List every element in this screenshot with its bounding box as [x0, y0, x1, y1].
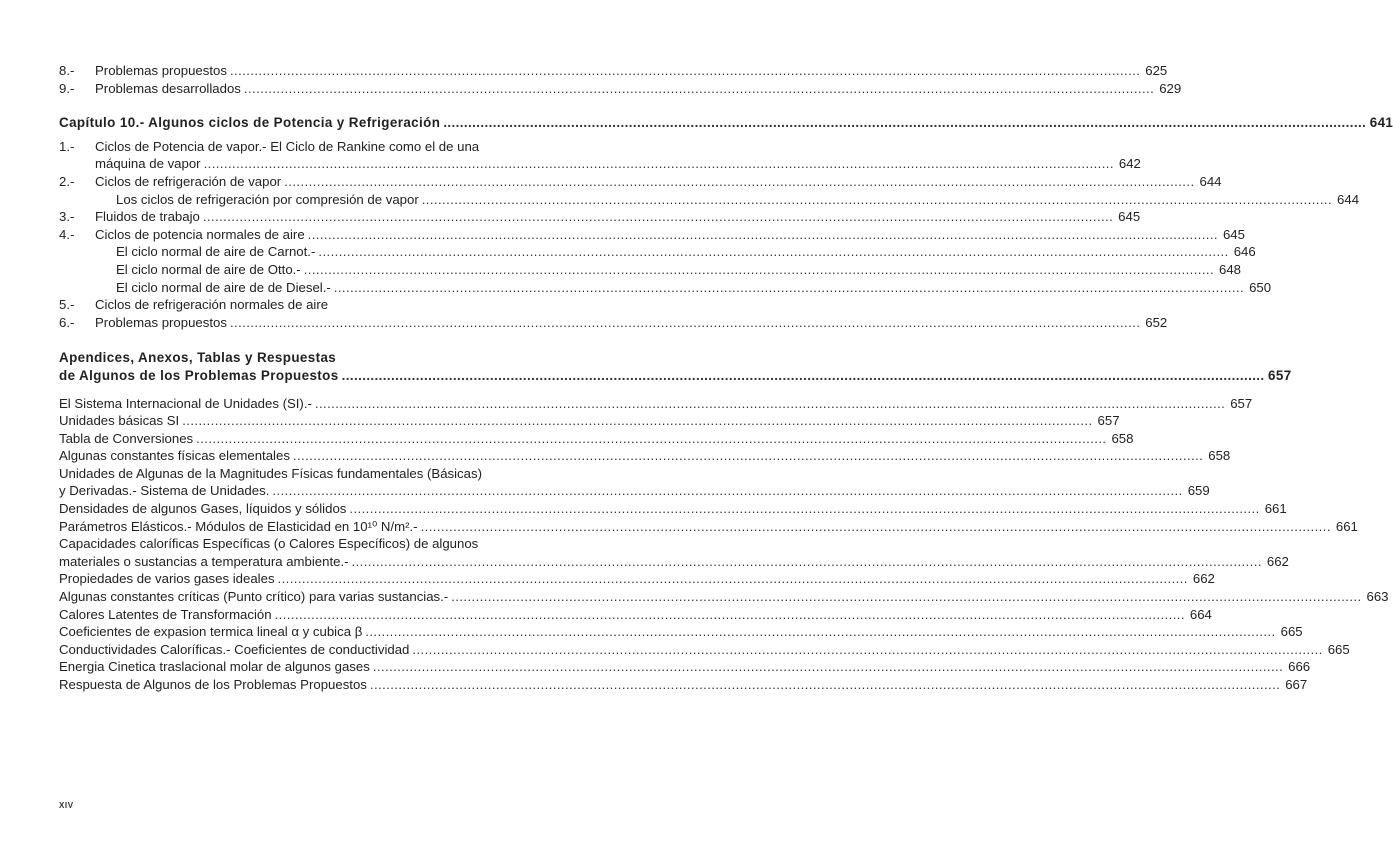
chapter-10-heading	[59, 114, 1393, 132]
toc-entry	[59, 658, 1311, 676]
toc-entry	[59, 606, 1212, 624]
toc-entry-page: 662	[1266, 553, 1289, 569]
toc-entry-page: 645	[1118, 209, 1141, 225]
toc-entry-page: 666	[1288, 659, 1311, 675]
toc-entry	[59, 243, 1256, 261]
toc-entry-page: 650	[1249, 279, 1272, 295]
toc-entry-text: Calores Latentes de Transformación	[59, 606, 272, 622]
toc-entry-text: Tabla de Conversiones	[59, 430, 194, 446]
toc-entry-text: Fluidos de trabajo	[95, 209, 200, 225]
toc-entry	[59, 226, 1245, 244]
toc-entry-text: Algunas constantes físicas elementales	[59, 448, 290, 464]
toc-entry	[59, 465, 575, 483]
toc-entry-number: 2.-	[59, 173, 75, 189]
toc-entry-page: 665	[1327, 641, 1350, 657]
toc-entry-page: 661	[1335, 518, 1358, 534]
toc-entry-page: 663	[1366, 589, 1389, 605]
toc-entry	[59, 155, 1141, 173]
entries-top	[59, 62, 1182, 97]
toc-entry	[59, 173, 1222, 191]
chapter-page: 641	[1369, 115, 1393, 131]
toc-entry-text: Ciclos de refrigeración de vapor	[95, 173, 282, 189]
toc-entry-text: El Sistema Internacional de Unidades (SI).-	[59, 395, 312, 411]
toc-entry-page: 661	[1264, 501, 1287, 517]
toc-entry-text: Ciclos de potencia normales de aire	[95, 226, 305, 242]
toc-entry-number: 6.-	[59, 314, 75, 330]
page-number-footer: XIV	[59, 801, 74, 810]
toc-entry	[59, 62, 1168, 80]
toc-entry	[59, 482, 1210, 500]
toc-entry	[59, 314, 1168, 332]
toc-entry	[59, 296, 575, 314]
table-of-contents	[59, 62, 1393, 694]
toc-entry	[59, 191, 1360, 209]
toc-entry-text: Algunas constantes críticas (Punto crítico) para varias sustancias.-	[59, 589, 449, 605]
toc-entry-number: 5.-	[59, 297, 75, 313]
toc-entry	[59, 535, 575, 553]
toc-entry-text: Ciclos de refrigeración normales de aire	[95, 297, 329, 313]
toc-entry	[59, 623, 1303, 641]
toc-entry	[59, 676, 1308, 694]
toc-entry-text: Problemas propuestos	[95, 314, 227, 330]
toc-entry-page: 629	[1159, 80, 1182, 96]
toc-entry-page: 665	[1280, 624, 1303, 640]
toc-entry	[59, 430, 1134, 448]
toc-entry-text: Unidades de Algunas de la Magnitudes Físicas fundamentales (Básicas)	[59, 465, 482, 481]
toc-entry	[59, 261, 1242, 279]
toc-entry-text: Respuesta de Algunos de los Problemas Propuestos	[59, 677, 367, 692]
toc-entry-page: 652	[1145, 314, 1168, 330]
toc-entry-text: y Derivadas.- Sistema de Unidades.	[59, 483, 270, 499]
toc-entry-page: 625	[1145, 63, 1168, 78]
toc-entry-text: Densidades de algunos Gases, líquidos y sólidos	[59, 501, 347, 517]
toc-entry-text: Conductividades Caloríficas.- Coeficientes de conductividad	[59, 641, 410, 657]
toc-entry-text: Unidades básicas SI	[59, 413, 180, 429]
toc-entry	[59, 447, 1231, 465]
toc-entry-number: 9.-	[59, 80, 75, 96]
toc-entry-text: Propiedades de varios gases ideales	[59, 571, 275, 587]
toc-entry-page: 664	[1189, 606, 1212, 622]
toc-entry-text: Problemas desarrollados	[95, 80, 241, 96]
toc-entry-page: 667	[1285, 677, 1308, 692]
toc-entry	[59, 500, 1287, 518]
toc-entry-page: 657	[1097, 413, 1120, 429]
appendix-page: 657	[1268, 367, 1292, 383]
toc-entry-page: 659	[1187, 483, 1210, 499]
toc-entry-text: Problemas propuestos	[95, 63, 227, 78]
toc-entry	[59, 138, 575, 156]
toc-entry-page: 648	[1219, 261, 1242, 277]
toc-entry-text: El ciclo normal de aire de Carnot.-	[116, 244, 316, 260]
toc-entry-text: Capacidades caloríficas Específicas (o Calores Específicos) de algunos	[59, 536, 479, 552]
toc-entry-text: materiales o sustancias a temperatura ambiente.-	[59, 553, 349, 569]
toc-entry-number: 8.-	[59, 63, 75, 78]
toc-entry-page: 644	[1199, 173, 1222, 189]
appendix-entries	[59, 395, 1389, 694]
toc-entry-text: Los ciclos de refrigeración por compresión de vapor	[116, 191, 419, 207]
toc-entry	[59, 570, 1215, 588]
toc-entry-page: 646	[1233, 244, 1256, 260]
toc-entry-text: Parámetros Elásticos.- Módulos de Elasticidad en 10¹⁰ N/m².-	[59, 518, 418, 534]
toc-entry	[59, 208, 1141, 226]
chapter-title: Capítulo 10.- Algunos ciclos de Potencia y Refrigeración	[59, 115, 441, 131]
toc-entry	[59, 641, 1350, 659]
toc-entry-number: 1.-	[59, 138, 75, 154]
toc-entry-page: 662	[1192, 571, 1215, 587]
toc-entry-text: El ciclo normal de aire de Otto.-	[116, 261, 301, 277]
appendix-heading	[59, 349, 1292, 384]
toc-entry-text: Ciclos de Potencia de vapor.- El Ciclo de Rankine como el de una	[95, 138, 480, 154]
toc-entry-number: 3.-	[59, 209, 75, 225]
toc-entry-text: El ciclo normal de aire de de Diesel.-	[116, 279, 331, 295]
toc-entry	[59, 518, 1358, 536]
appendix-title-line2: de Algunos de los Problemas Propuestos	[59, 367, 339, 383]
toc-entry-text: Coeficientes de expasion termica lineal α y cubica β	[59, 624, 363, 640]
toc-entry	[59, 553, 1289, 571]
toc-entry-page: 658	[1111, 430, 1134, 446]
toc-entry-number: 4.-	[59, 226, 75, 242]
toc-entry	[59, 80, 1182, 98]
toc-entry	[59, 279, 1272, 297]
toc-entry	[59, 412, 1120, 430]
toc-entry-text: máquina de vapor	[95, 156, 201, 172]
toc-entry-page: 658	[1208, 448, 1231, 464]
toc-entry	[59, 588, 1389, 606]
chapter-10-entries	[59, 138, 1360, 332]
toc-entry-page: 645	[1222, 226, 1245, 242]
appendix-title-line1: Apendices, Anexos, Tablas y Respuestas	[59, 350, 337, 366]
toc-entry-page: 644	[1337, 191, 1360, 207]
toc-entry-page: 642	[1118, 156, 1141, 172]
toc-entry-page: 657	[1230, 395, 1253, 411]
toc-entry-text: Energia Cinetica traslacional molar de algunos gases	[59, 659, 370, 675]
toc-entry	[59, 395, 1253, 413]
